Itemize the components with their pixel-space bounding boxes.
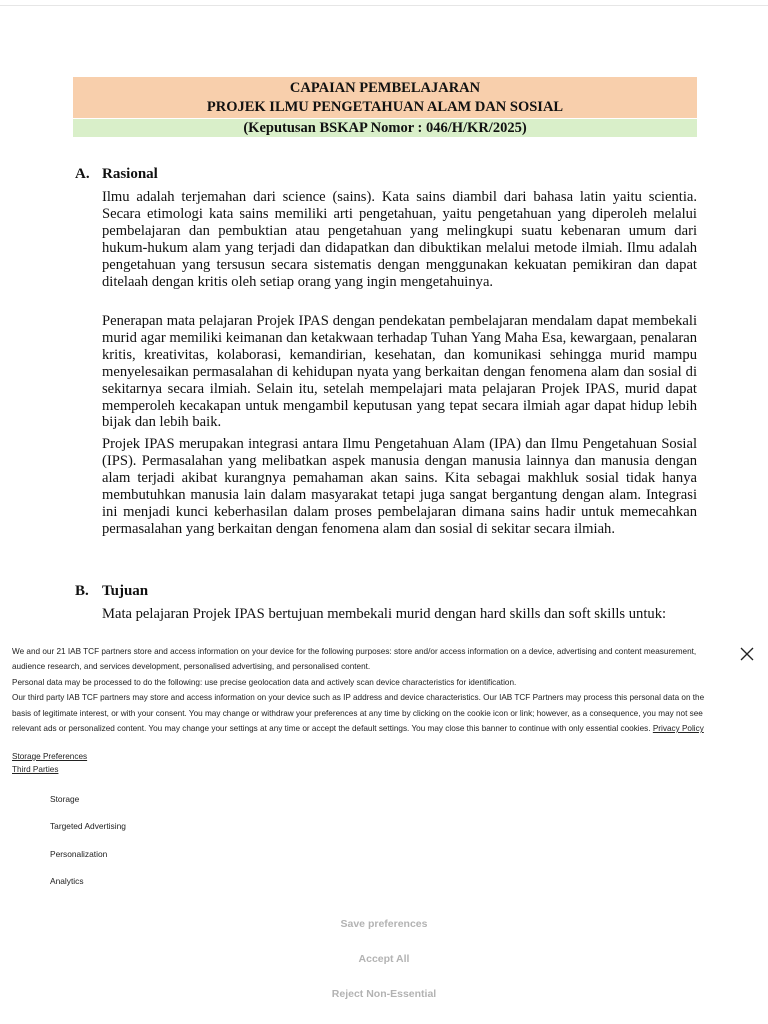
consent-text-partners: Our third party IAB TCF partners may store and access information on your device such as IP address and device characteristics. Our IAB TCF Partners may process this personal data on the basis of legitimate interest, or with your consent. You may change or withdraw your preferences at any time by clicking on the cookie icon or link; however, as a consequence, you may not see relevant ads or personalized content. You may change your settings at any time or accept the default settings. You may close this banner to continue with only essential cookies. — [12, 693, 705, 734]
save-preferences-button[interactable]: Save preferences — [284, 913, 484, 935]
document-subheader — [73, 119, 697, 137]
consent-text — [12, 644, 724, 736]
document-header — [73, 77, 697, 118]
consent-text-processing: Personal data may be processed to do the following: use precise geolocation data and actively scan device characteristics for identification. — [12, 677, 517, 687]
close-icon[interactable] — [739, 646, 755, 662]
section-b-title: Tujuan — [102, 583, 149, 599]
accept-all-button[interactable]: Accept All — [284, 948, 484, 970]
consent-text-purposes: We and our 21 IAB TCF partners store and access information on your device for the following purposes: store and/or access information on a device, advertising and content measurement, audience research, and services development, personalised advertising, and personalised content. — [12, 647, 697, 672]
section-a-paragraph-3: Projek IPAS merupakan integrasi antara Ilmu Pengetahuan Alam (IPA) dan Ilmu Pengetahuan Sosial (IPS). Permasalahan yang melibatkan aspek manusia dengan manusia lainnya dan manusia dengan alam terjadi akibat kurangnya pemahaman akan sains. Kita sebagai makhluk sosial tidak hanya membutuhkan manusia lain dalam masyarakat tetapi juga sangat bergantung dengan alam. Integrasi ini menjadi kunci keberhasilan dalam proses pembelajaran dimana sains hadir untuk memecahkan permasalahan yang berkaitan dengan fenomena alam dan sosial di sekitar secara ilmiah. — [102, 436, 697, 537]
category-targeted-advertising[interactable]: Targeted Advertising — [50, 821, 126, 831]
section-a-paragraph-1: Ilmu adalah terjemahan dari science (sains). Kata sains diambil dari bahasa latin yaitu scientia. Secara etimologi kata sains memiliki arti pengetahuan, yaitu pengetahuan yang diperoleh melalui pembelajaran dan pembuktian atau pengetahuan yang melingkupi suatu kebenaran umum dari hukum-hukum alam yang terjadi dan didapatkan dan dibuktikan melalui metode ilmiah. Ilmu adalah pengetahuan yang tersusun secara sistematis dengan menggunakan kekuatan pemikiran dan dapat ditelaah dengan kritis oleh setiap orang yang ingin mengetahuinya. — [102, 189, 697, 290]
section-b-letter: B. — [75, 583, 89, 599]
category-storage[interactable]: Storage — [50, 794, 80, 804]
third-parties-link[interactable]: Third Parties — [12, 765, 59, 774]
header-title-line1: CAPAIAN PEMBELAJARAN — [289, 80, 481, 96]
header-title-line2: PROJEK ILMU PENGETAHUAN ALAM DAN SOSIAL — [206, 99, 564, 115]
section-a-paragraph-2: Penerapan mata pelajaran Projek IPAS dengan pendekatan pembelajaran mendalam dapat membekali murid agar memiliki keimanan dan ketakwaan terhadap Tuhan Yang Maha Esa, kewargaan, penalaran kritis, kreativitas, kolaborasi, kemandirian, kesehatan, dan komunikasi sehingga murid mampu menyelesaikan permasalahan di kehidupan nyata yang berkaitan dengan fenomena alam dan sosial di sekitarnya secara ilmiah. Selain itu, setelah mempelajari mata pelajaran Projek IPAS, murid dapat memperoleh kecakapan untuk mengambil keputusan yang tepat secara ilmiah agar dapat hidup lebih bijak dan lebih baik. — [102, 313, 697, 431]
section-b-paragraph: Mata pelajaran Projek IPAS bertujuan membekali murid dengan hard skills dan soft skills untuk: — [102, 606, 667, 622]
header-decree-line: (Keputusan BSKAP Nomor : 046/H/KR/2025) — [243, 120, 527, 136]
category-analytics[interactable]: Analytics — [50, 876, 84, 886]
section-a-letter: A. — [75, 166, 90, 182]
reject-non-essential-button[interactable]: Reject Non-Essential — [284, 983, 484, 1005]
cookie-consent-banner — [0, 634, 768, 1024]
section-a-title: Rasional — [102, 166, 158, 182]
privacy-policy-link[interactable]: Privacy Policy — [652, 724, 704, 734]
category-personalization[interactable]: Personalization — [50, 849, 108, 859]
storage-preferences-link[interactable]: Storage Preferences — [12, 752, 88, 761]
